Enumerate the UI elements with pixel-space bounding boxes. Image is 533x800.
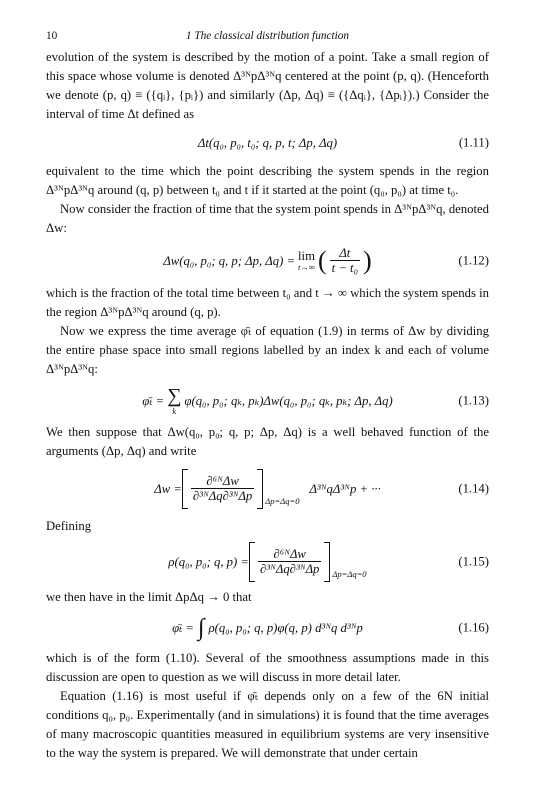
paragraph-10: Equation (1.16) is most useful if φ̄ₜ depends only on a few of the 6N initial conditions q₀, p₀. Experimentally (and in simulations) it is found that the time averages of many macroscopic quantities measured in equilibrium systems are very insensitive to the way the system is prepared. We will demonstrate that under certain [46, 689, 489, 760]
fraction [258, 547, 321, 577]
equation-1-12-lhs: Δw(q₀, p₀; q, p; Δp, Δq) = [163, 253, 296, 268]
paragraph-3: Now consider the fraction of time that the system point spends in Δ³ᴺpΔ³ᴺq, denoted Δw: [46, 202, 489, 235]
right-paren: ) [363, 246, 372, 275]
fraction [330, 246, 360, 276]
equation-1-16-lhs: φ̄ₜ = [172, 620, 194, 635]
fraction-numerator: Δt [339, 246, 351, 260]
evaluation-subscript: Δp=Δq=0 [265, 496, 300, 506]
equation-1-13 [46, 379, 489, 423]
paragraph-6: We then suppose that Δw(q₀, p₀; q, p; Δp, Δq) is a well behaved function of the arguments (Δp, Δq) and write [46, 425, 489, 458]
left-bracket [182, 469, 188, 509]
paragraph-4: which is the fraction of the total time between t₀ and t → ∞ which the system spends in the region Δ³ᴺpΔ³ᴺq around (q, p). [46, 286, 489, 319]
equation-1-13-rhs: φ(q₀, p₀; qₖ, pₖ)Δw(q₀, p₀; qₖ, pₖ; Δp, Δq) [184, 393, 393, 408]
equation-1-14 [46, 461, 489, 517]
fraction-denominator: ∂³ᴺΔq∂³ᴺΔp [192, 489, 253, 503]
equation-1-14-rhs: Δ³ᴺqΔ³ᴺp + ··· [309, 481, 381, 496]
equation-1-11-body: Δt(q₀, p₀, t₀; q, p, t; Δp, Δq) [197, 135, 338, 150]
fraction [191, 474, 254, 504]
equation-1-16-rhs: ρ(q₀, p₀; q, p)φ(q, p) d³ᴺq d³ᴺp [208, 620, 363, 635]
paragraph-7: Defining [46, 519, 92, 533]
equation-number: (1.13) [458, 393, 489, 408]
right-bracket [257, 469, 263, 509]
equation-1-13-lhs: φ̄ₜ = [142, 393, 165, 408]
integral-sign: ∫ [198, 615, 205, 641]
fraction-denominator: ∂³ᴺΔq∂³ᴺΔp [259, 562, 320, 576]
sum-index: k [172, 406, 177, 416]
equation-number: (1.15) [458, 554, 489, 569]
equation-1-14-lhs: Δw = [154, 481, 182, 496]
book-page [46, 30, 489, 763]
evaluation-subscript: Δp=Δq=0 [332, 569, 367, 579]
fraction-numerator: ∂⁶ᴺΔw [273, 547, 306, 561]
right-bracket [324, 542, 330, 582]
page-header [46, 30, 489, 46]
limit-operator [298, 250, 315, 272]
paragraph-9: which is of the form (1.10). Several of the smoothness assumptions made in this discussion are open to question as we will discuss in more detail later. [46, 651, 489, 684]
equation-number: (1.14) [458, 481, 489, 496]
left-bracket [249, 542, 255, 582]
limit-label: lim [298, 249, 315, 263]
equation-number: (1.11) [458, 135, 489, 150]
equation-1-16 [46, 607, 489, 649]
fraction-numerator: ∂⁶ᴺΔw [206, 474, 239, 488]
equation-number: (1.12) [458, 253, 489, 268]
left-paren: ( [317, 246, 327, 275]
paragraph-8: we then have in the limit ΔpΔq → 0 that [46, 590, 252, 604]
sum-sign: ∑ [167, 385, 182, 407]
limit-subscript: t→∞ [298, 262, 315, 272]
equation-1-15-lhs: ρ(q₀, p₀; q, p) = [168, 554, 249, 569]
paragraph-2: equivalent to the time which the point describing the system spends in the region Δ³ᴺpΔ³ᴺq around (q, p) between t₀ and t if it started at the point (q₀, p₀) at time t₀. [46, 164, 489, 197]
equation-number: (1.16) [458, 620, 489, 635]
running-title: 1 The classical distribution function [185, 30, 350, 42]
page-number: 10 [46, 30, 58, 42]
equation-1-12 [46, 238, 489, 284]
equation-1-11 [46, 124, 489, 162]
sum-operator [167, 386, 181, 416]
paragraph-1: evolution of the system is described by the motion of a point. Take a small region of this space whose volume is denoted Δ³ᴺpΔ³ᴺq centered at the point (p, q). (Henceforth we denote (p, q) ≡ ({qᵢ}, {pᵢ}) and similarly (Δp, Δq) ≡ ({Δqᵢ}, {Δpᵢ}).) Consider the interval of time Δt defined as [46, 50, 489, 121]
paragraph-5: Now we express the time average φ̄ₜ of equation (1.9) in terms of Δw by dividing the entire phase space into small regions labelled by an index k and each of volume Δ³ᴺpΔ³ᴺq: [46, 324, 489, 376]
fraction-denominator: t − t₀ [331, 261, 358, 275]
equation-1-15 [46, 536, 489, 588]
